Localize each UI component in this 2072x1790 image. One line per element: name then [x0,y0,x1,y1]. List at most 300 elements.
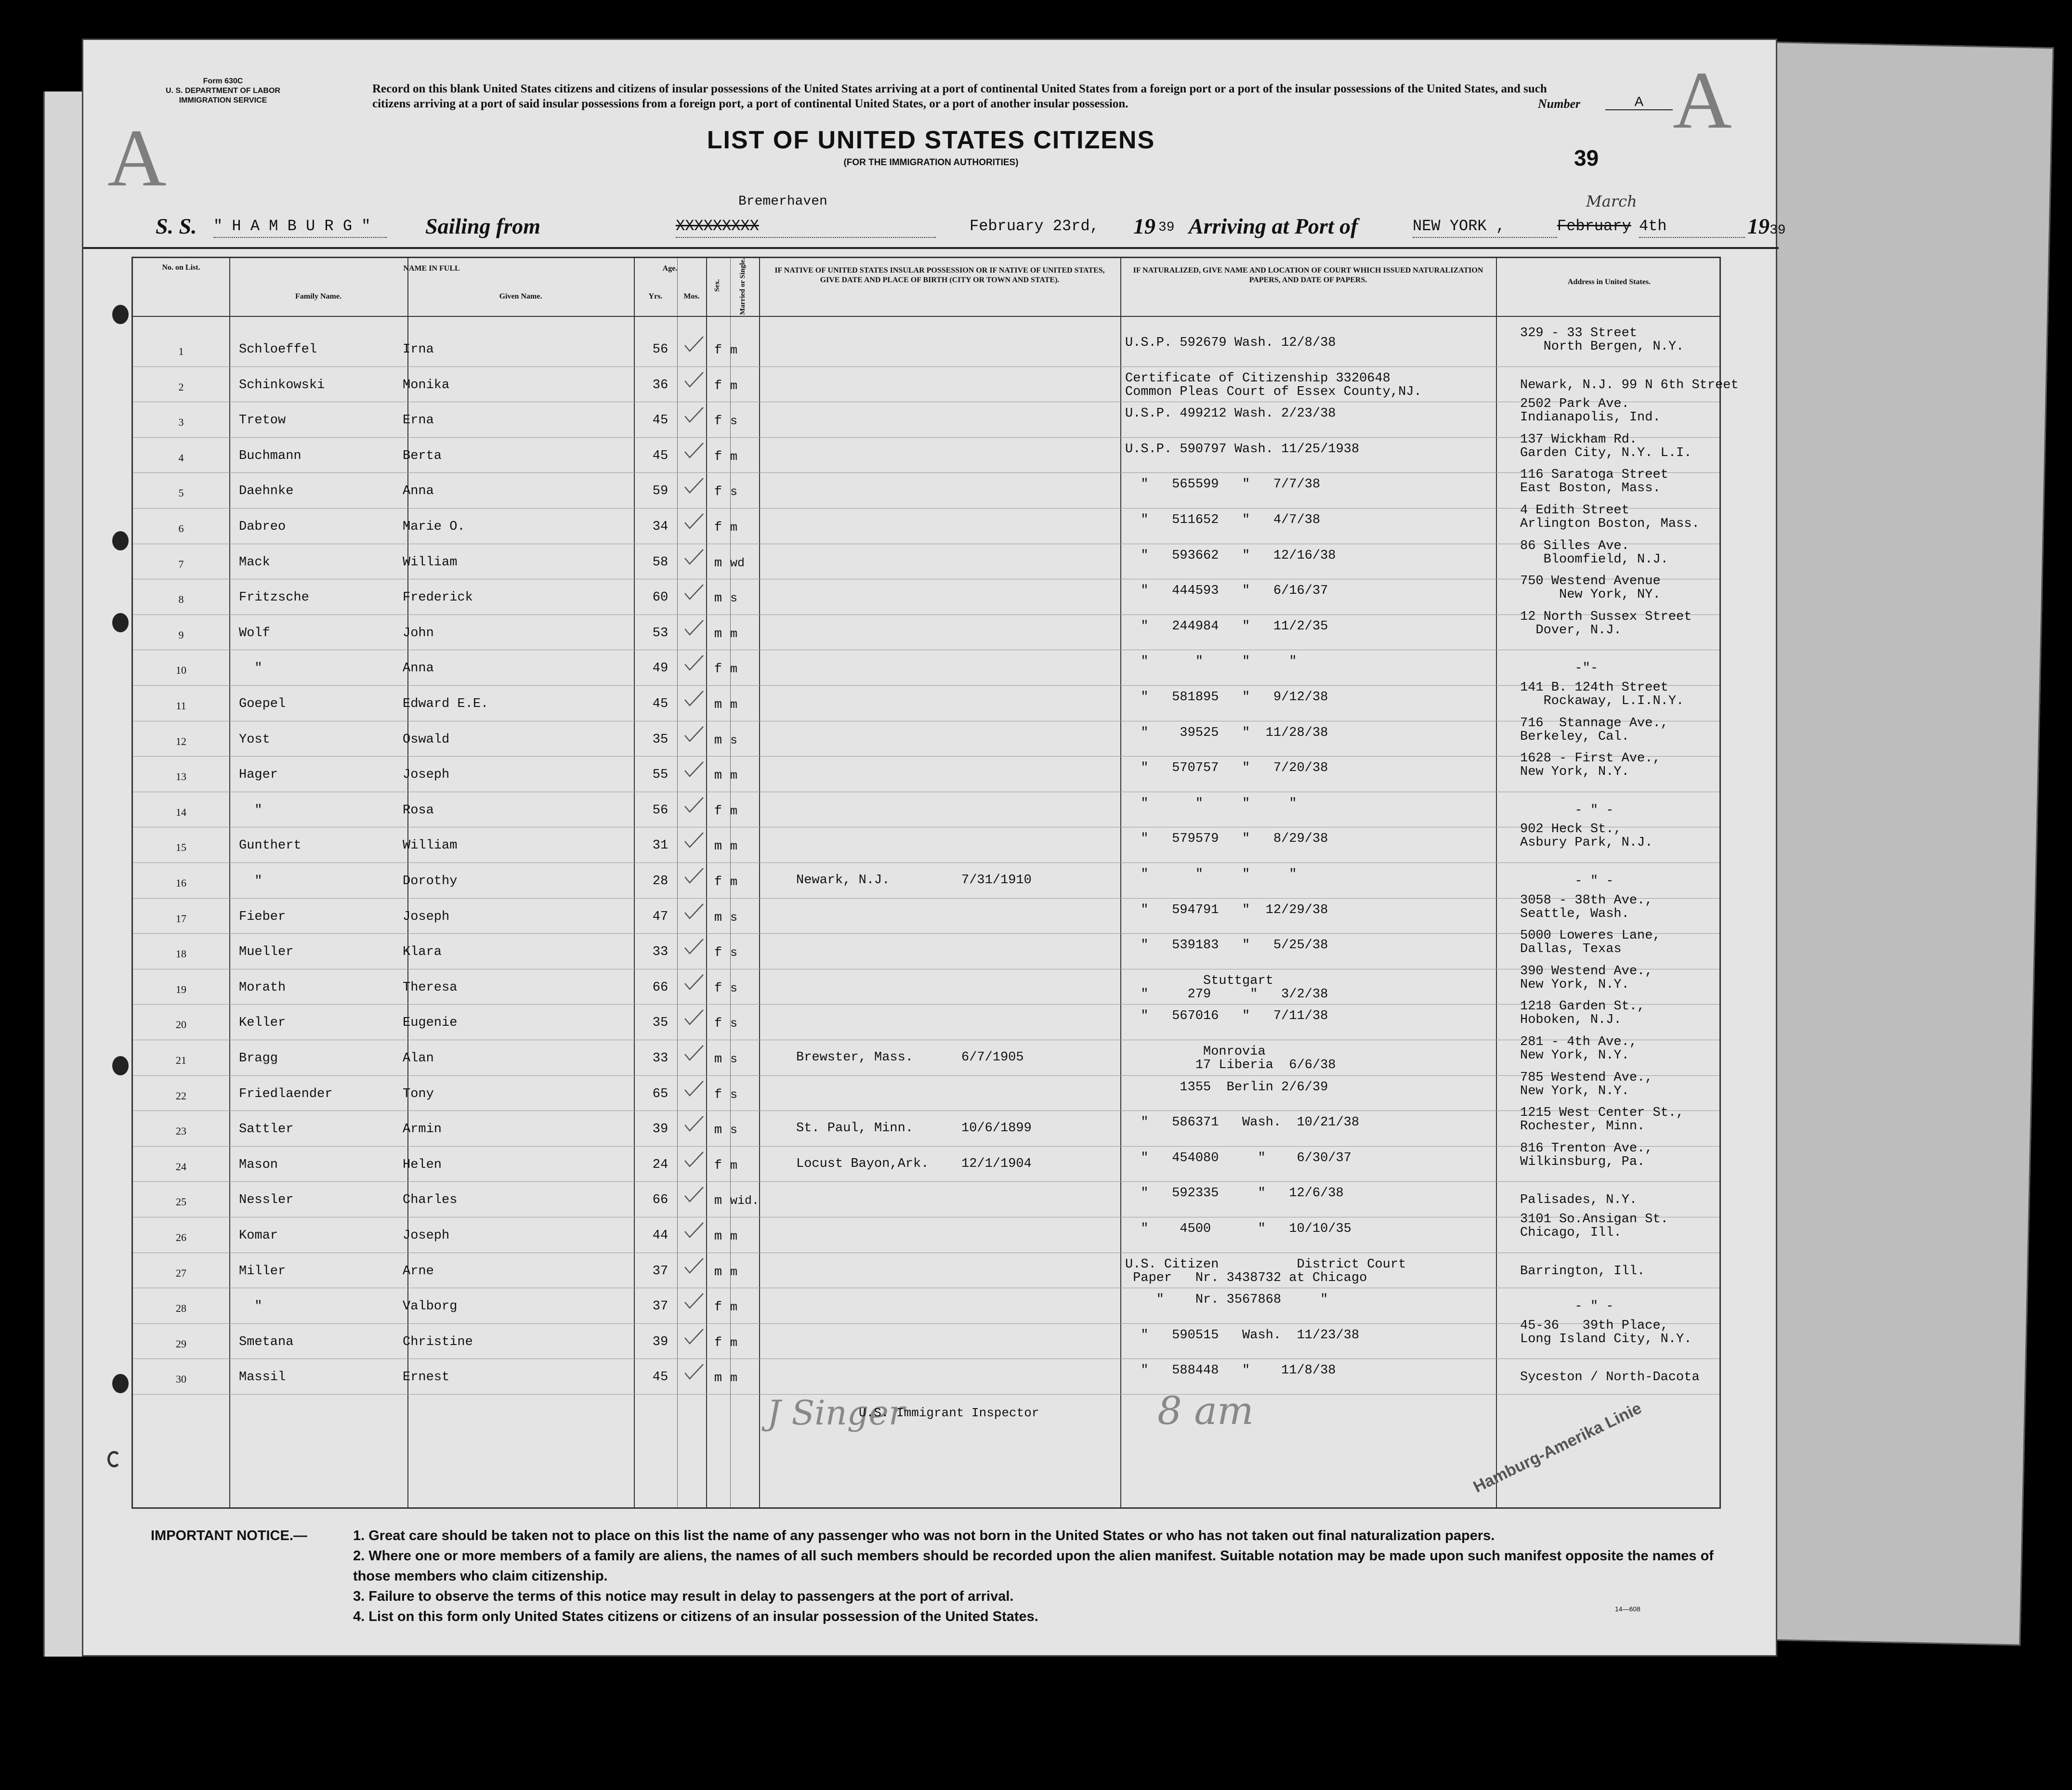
sex: f [714,521,722,535]
given-name: Valborg [403,1299,458,1314]
check-mark-icon [683,405,705,425]
age-years: 24 [652,1157,669,1172]
age-years: 65 [652,1086,669,1101]
address-line-2: Berkeley, Cal. [1520,729,1629,744]
given-name: Dorothy [403,874,458,888]
family-name: Massil [239,1370,286,1385]
marital-status: s [730,591,738,606]
family-name: Wolf [239,626,270,640]
check-mark-icon [683,831,705,850]
family-name: Miller [239,1264,286,1279]
row-number: 24 [176,1160,186,1173]
header-birth: IF NATIVE OF UNITED STATES INSULAR POSSESSION OR IF NATIVE OF UNITED STATES, GIVE DATE AND PLACE OF BIRTH (CITY OR TOWN AND STATE). [774,266,1105,284]
age-years: 45 [652,413,669,428]
address-line-1: 902 Heck St., [1520,822,1622,837]
table-row [133,893,1722,935]
given-name: Helen [403,1157,442,1172]
sex: f [714,804,722,819]
table-row [133,794,1722,829]
table-row [133,928,1722,970]
address-line-2: Palisades, N.Y. [1520,1193,1638,1208]
given-name: Klara [403,945,442,960]
punch-hole [112,613,129,632]
row-number: 14 [176,806,186,818]
row-number: 20 [176,1019,186,1031]
table-row [133,368,1739,404]
form-code: 14—608 [1615,1605,1640,1613]
sex: m [714,627,722,641]
sex: m [714,556,722,571]
address-line-1: 137 Wickham Rd. [1520,432,1638,447]
header-sex: Sex. [713,279,721,292]
table-row [133,1360,1722,1396]
row-number: 23 [176,1125,186,1137]
given-name: Joseph [403,1228,450,1243]
table-row [133,999,1722,1041]
row-number: 13 [176,771,186,783]
address-line-1: 1628 - First Ave., [1520,751,1661,766]
birth-date: 6/7/1905 [961,1050,1024,1065]
marital-status: s [730,1052,738,1066]
sex: f [714,485,722,500]
naturalization-line-1: " 593662 " 12/16/38 [1125,548,1336,563]
check-mark-icon [683,725,705,744]
sex: f [714,343,722,358]
naturalization-line-1: " Nr. 3567868 " [1125,1293,1328,1307]
naturalization-line-1: " 39525 " 11/28/38 [1125,725,1328,740]
row-number: 22 [176,1089,186,1102]
year-prefix: 19 [1133,214,1155,238]
check-mark-icon [683,335,705,354]
naturalization-line-1: " " " " [1125,867,1297,882]
check-mark-icon [683,1114,705,1134]
depart-date: February 23rd, [970,217,1099,235]
address-line-2: East Boston, Mass. [1520,481,1661,496]
address-line-1: 12 North Sussex Street [1520,609,1692,624]
sex: m [714,839,722,854]
address-line-2: - " - [1520,874,1614,888]
sex: f [714,946,722,961]
marital-status: s [730,946,738,960]
age-years: 37 [652,1264,669,1279]
given-name: John [403,626,434,640]
address-line-1: 45-36 39th Place, [1520,1318,1668,1333]
given-name: William [403,838,458,853]
age-years: 35 [652,732,669,747]
sex: f [714,449,722,464]
row-number: 10 [176,664,186,677]
age-years: 47 [652,909,669,924]
check-mark-icon [683,512,705,531]
service: IMMIGRATION SERVICE [179,96,267,105]
notice-item: 3. Failure to observe the terms of this notice may result in delay to passengers at the port of arrival. [353,1589,1014,1604]
naturalization-line-1: " 592335 " 12/6/38 [1125,1186,1344,1201]
sex: m [714,1265,722,1280]
table-row [133,609,1722,652]
header-yrs: Yrs. [648,292,663,301]
port-from-struck: XXXXXXXXX [676,217,936,238]
naturalization-line-1: U.S. Citizen District Court [1125,1257,1406,1272]
header-naturalization: IF NATURALIZED, GIVE NAME AND LOCATION OF COURT WHICH ISSUED NATURALIZATION PAPERS, AND DATE OF PAPERS. [1133,266,1483,284]
punch-hole [112,1374,129,1393]
row-number: 9 [178,628,184,641]
family-name: Dabreo [239,520,286,534]
row-number: 1 [178,345,184,357]
birth-date: 12/1/1904 [961,1156,1032,1171]
header-mos: Mos. [683,292,700,301]
given-name: Alan [403,1051,434,1066]
table-row [133,1183,1722,1218]
family-name: Mack [239,555,270,570]
check-mark-icon [683,1044,705,1063]
family-name: Nessler [239,1193,294,1208]
given-name: Ernest [403,1370,450,1385]
address-line-2: Asbury Park, N.J. [1520,836,1653,850]
address-line-1: 4 Edith Street [1520,503,1629,518]
row-number: 18 [176,948,186,960]
ss-label: S. S. [156,214,197,238]
given-name: Anna [403,484,434,499]
port-from: Bremerhaven [738,194,827,209]
sex: f [714,875,722,889]
address-line-2: Arlington Boston, Mass. [1520,517,1700,531]
age-years: 31 [652,838,669,853]
check-mark-icon [683,760,705,779]
row-number: 4 [178,451,184,464]
sex: m [714,1052,722,1067]
marital-status: m [730,1371,738,1385]
age-years: 35 [652,1016,669,1031]
naturalization-line-2: Paper Nr. 3438732 at Chicago [1125,1270,1367,1285]
marital-status: s [730,733,738,747]
age-years: 58 [652,555,669,570]
citizens-table [131,257,1739,1509]
age-years: 44 [652,1228,669,1243]
marital-status: m [730,662,738,677]
table-row [133,751,1722,793]
address-line-1: 1215 West Center St., [1520,1106,1684,1121]
marital-status: s [730,981,738,995]
address-line-1: 86 Silles Ave. [1520,538,1629,553]
marital-status: s [730,485,738,499]
marital-status: m [730,379,738,393]
family-name: Keller [239,1016,286,1031]
check-mark-icon [683,1008,705,1027]
family-name: Schinkowski [239,378,325,392]
marital-status: wid. [730,1194,760,1208]
naturalization-line-1: " 570757 " 7/20/38 [1125,761,1328,776]
line-stamp: Hamburg-Amerika Linie [1470,1398,1645,1497]
naturalization-line-1: Stuttgart [1125,973,1273,988]
check-mark-icon [683,370,705,390]
table-row [133,1035,1722,1077]
marital-status: m [730,769,738,783]
address-line-1: 816 Trenton Ave., [1520,1141,1653,1156]
table-row [133,652,1722,687]
naturalization-line-1: " " " " [1125,796,1297,811]
check-mark-icon [683,583,705,602]
sex: m [714,698,722,712]
row-number: 25 [176,1196,186,1208]
number-label: Number [1538,97,1581,111]
table-row [133,538,1722,581]
age-years: 28 [652,874,669,888]
address-line-2: -"- [1520,661,1599,676]
sex: m [714,1371,722,1386]
age-years: 53 [652,626,669,640]
sex: f [714,1158,722,1173]
inspector-signature: J Singer [767,1393,905,1433]
age-years: 33 [652,1051,669,1066]
manifest-page [82,39,1786,1657]
age-years: 34 [652,520,669,534]
row-number: 11 [176,700,186,712]
birth-place: Newark, N.J. [796,873,890,888]
table-row [133,1318,1722,1360]
age-years: 59 [652,484,669,499]
check-mark-icon [683,1292,705,1311]
naturalization-line-1: " 4500 " 10/10/35 [1125,1222,1351,1236]
address-line-2: Dallas, Texas [1520,942,1622,957]
voyage-rule [83,247,1779,249]
given-name: William [403,555,458,570]
naturalization-line-2: " 279 " 3/2/38 [1125,987,1328,1002]
voyage-line [156,192,1786,247]
age-years: 36 [652,378,669,392]
table-row [133,1212,1722,1254]
row-number: 15 [176,841,186,854]
table-row [133,716,1722,758]
age-years: 56 [652,342,669,357]
page-number: 39 [1574,145,1599,170]
marital-status: m [730,1229,738,1243]
header-address: Address in United States. [1567,278,1651,286]
check-mark-icon [683,441,705,460]
row-number: 29 [176,1337,186,1350]
age-years: 45 [652,1370,669,1385]
address-line-2: New York, N.Y. [1520,1084,1629,1098]
punch-hole [112,531,129,550]
family-name: Bragg [239,1051,278,1066]
arriving-label: Arriving at Port of [1189,214,1358,238]
family-name: Daehnke [239,484,294,499]
address-line-2: New York, N.Y. [1520,765,1629,780]
row-number: 7 [178,558,184,570]
sex: f [714,1300,722,1315]
given-name: Erna [403,413,434,428]
table-row [133,964,1722,1006]
family-name: Gunthert [239,838,302,853]
table-row [133,1106,1722,1148]
address-line-1: 3058 - 38th Ave., [1520,893,1653,908]
row-number: 12 [176,735,186,747]
address-line-2: Syceston / North-Dacota [1520,1370,1700,1385]
given-name: Frederick [403,590,473,605]
inspector-label: U.S. Immigrant Inspector [859,1406,1039,1420]
age-years: 56 [652,803,669,818]
table-row [133,822,1722,864]
form-number: Form 630C [203,77,243,85]
table-row [133,1254,1722,1290]
marital-status: m [730,1265,738,1279]
header-family: Family Name. [295,292,341,301]
naturalization-line-1: U.S.P. 499212 Wash. 2/23/38 [1125,406,1336,421]
address-line-1: 390 Westend Ave., [1520,964,1653,979]
naturalization-line-1: Certificate of Citizenship 3320648 [1125,371,1390,386]
marital-status: s [730,1017,738,1031]
family-name: Yost [239,732,270,747]
naturalization-line-1: Monrovia [1125,1045,1266,1059]
address-line-2: Hoboken, N.J. [1520,1013,1622,1028]
address-line-2: Rochester, Minn. [1520,1119,1645,1134]
family-name: Mason [239,1157,278,1172]
table-row [133,1290,1722,1325]
arrival-month-hand: March [1586,192,1637,210]
naturalization-line-1: " 579579 " 8/29/38 [1125,832,1328,847]
check-mark-icon [683,902,705,921]
family-name: Goepel [239,697,286,711]
row-number: 16 [176,877,186,889]
punch-hole [112,1056,129,1075]
sex: f [714,379,722,393]
address-line-2: Garden City, N.Y. L.I. [1520,445,1692,460]
list-letter-right: A [1673,55,1732,145]
sex: m [714,733,722,748]
address-line-2: New York, N.Y. [1520,1048,1629,1063]
marital-status: m [730,698,738,712]
family-name: Schloeffel [239,342,317,357]
naturalization-line-1: " 244984 " 11/2/35 [1125,619,1328,634]
arrival-port: NEW YORK , [1413,217,1557,238]
page-title: LIST OF UNITED STATES CITIZENS [707,126,1155,154]
notice-item: 1. Great care should be taken not to place on this list the name of any passenger who was not born in the United States or who has not taken out final naturalization papers. [353,1528,1495,1543]
family-name: Morath [239,980,286,995]
given-name: Charles [403,1193,458,1208]
naturalization-line-1: " 588448 " 11/8/38 [1125,1363,1336,1378]
address-line-2: Newark, N.J. 99 N 6th Street [1520,378,1739,392]
check-mark-icon [683,937,705,956]
address-line-1: 329 - 33 Street [1520,326,1638,340]
marital-status: s [730,1123,738,1137]
table-row [133,1141,1722,1183]
age-years: 39 [652,1122,669,1137]
header-married: Married or Single. [739,258,747,315]
age-years: 45 [652,448,669,463]
address-line-2: New York, N.Y. [1520,977,1629,992]
family-name: Komar [239,1228,278,1243]
naturalization-line-1: " 581895 " 9/12/38 [1125,690,1328,705]
family-name: " [239,1299,262,1314]
given-name: Anna [403,661,434,676]
year-prefix-arrival: 1939 [1747,214,1786,238]
address-line-2: Rockaway, L.I.N.Y. [1520,694,1684,708]
address-line-1: 716 Stannage Ave., [1520,716,1668,731]
number-value: A [1605,94,1673,110]
marital-status: wd [730,556,745,570]
family-name: " [239,874,262,888]
marital-status: s [730,1087,738,1102]
check-mark-icon [683,1256,705,1276]
header-rule [133,316,1719,317]
family-name: Hager [239,768,278,783]
marital-status: m [730,343,738,357]
naturalization-line-1: " 454080 " 6/30/37 [1125,1150,1351,1165]
sex: f [714,414,722,429]
given-name: Joseph [403,768,450,783]
row-number: 17 [176,912,186,925]
family-name: Tretow [239,413,286,428]
birth-place: Brewster, Mass. [796,1050,914,1065]
sex: m [714,910,722,925]
address-line-1: 3101 So.Ansigan St. [1520,1212,1668,1227]
naturalization-line-1: " 590515 Wash. 11/23/38 [1125,1328,1360,1343]
birth-place: St. Paul, Minn. [796,1121,914,1136]
given-name: Oswald [403,732,450,747]
row-number: 3 [178,416,184,429]
family-name: Fieber [239,909,286,924]
address-line-2: Indianapolis, Ind. [1520,410,1661,425]
address-line-1: 2502 Park Ave. [1520,397,1629,412]
check-mark-icon [683,653,705,673]
marital-status: s [730,910,738,925]
address-line-1: 281 - 4th Ave., [1520,1035,1638,1049]
sex: f [714,1335,722,1350]
sex: m [714,591,722,606]
naturalization-line-1: " 567016 " 7/11/38 [1125,1009,1328,1024]
depart-year: 39 [1158,220,1175,235]
notice-item: 2. Where one or more members of a family are aliens, the names of all such members should be recorded upon the alien manifest. Suitable notation may be made upon such manifest opposite the names of those members who claim citizenship. [353,1548,1714,1584]
family-name: " [239,661,262,676]
given-name: Theresa [403,980,458,995]
address-line-2: - " - [1520,1299,1614,1314]
check-mark-icon [683,1185,705,1204]
table-row [133,574,1722,616]
address-line-2: Wilkinsburg, Pa. [1520,1154,1645,1169]
given-name: Irna [403,342,434,357]
age-years: 39 [652,1334,669,1349]
given-name: Joseph [403,909,450,924]
row-number: 5 [178,487,184,499]
given-name: Armin [403,1122,442,1137]
ship-name: " H A M B U R G " [213,217,387,238]
age-years: 49 [652,661,669,676]
punch-hole [112,305,129,324]
address-line-2: Barrington, Ill. [1520,1264,1645,1279]
header-age: Age. [662,264,678,273]
given-name: Berta [403,448,442,463]
given-name: Edward E.E. [403,697,489,711]
marital-status: m [730,521,738,535]
address-line-1: 1218 Garden St., [1520,999,1645,1014]
check-mark-icon [683,973,705,992]
marital-status: m [730,449,738,464]
address-line-1: 141 B. 124th Street [1520,680,1668,695]
row-number: 21 [176,1054,186,1066]
family-name: Mueller [239,945,294,960]
address-line-2: - " - [1520,803,1614,818]
given-name: Rosa [403,803,434,818]
given-name: Monika [403,378,450,392]
table-row [133,1070,1722,1112]
check-mark-icon [683,689,705,708]
table-row [133,432,1722,474]
sex: m [714,769,722,784]
given-name: Arne [403,1264,434,1279]
marital-status: s [730,414,738,429]
naturalization-line-1: " 444593 " 6/16/37 [1125,584,1328,599]
family-name: Friedlaender [239,1086,333,1101]
address-line-2: Bloomfield, N.J. [1520,552,1668,567]
